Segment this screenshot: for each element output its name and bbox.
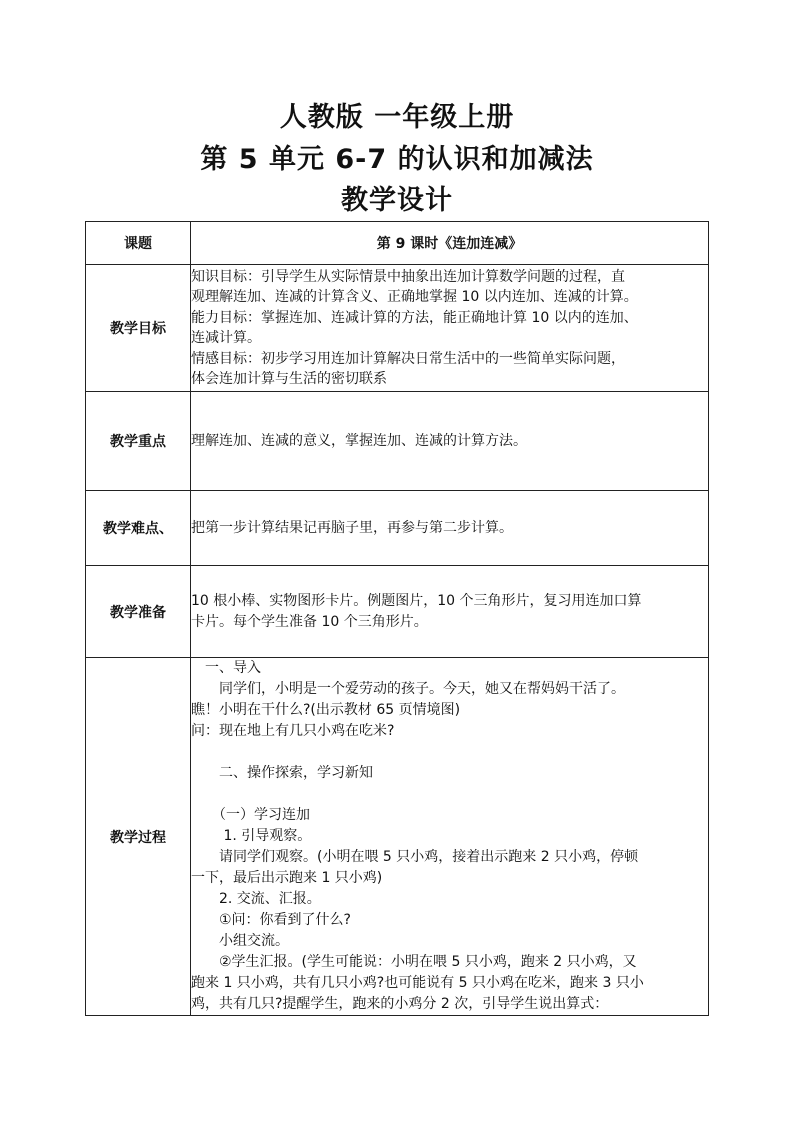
process-line: 小组交流。 — [191, 933, 289, 949]
doc-title-line-3: 教学设计 — [341, 185, 453, 216]
preparation-line: 10 根小棒、实物图形卡片。例题图片，10 个三角形片，复习用连加口算 — [191, 593, 642, 609]
objectives-line: 知识目标：引导学生从实际情景中抽象出连加计算数学问题的过程，直 — [191, 268, 625, 285]
objectives-line: 观理解连加、连减的计算含义、正确地掌握 10 以内连加、连减的计算。 — [191, 289, 638, 305]
keypoints-label: 教学重点 — [86, 392, 191, 491]
row-process — [86, 658, 709, 1016]
row-difficulties — [86, 491, 709, 566]
topic-value: 第 9 课时《连加连减》 — [191, 222, 709, 265]
objectives-line: 连减计算。 — [191, 330, 261, 346]
process-line: 一、导入 — [191, 660, 261, 676]
process-line: 问：现在地上有几只小鸡在吃米? — [191, 723, 395, 739]
process-line: 二、操作探索，学习新知 — [191, 765, 373, 781]
objectives-line: 能力目标：掌握连加、连减计算的方法，能正确地计算 10 以内的连加、 — [191, 309, 638, 326]
objectives-label: 教学目标 — [86, 265, 191, 392]
lesson-plan-table — [85, 221, 709, 1016]
doc-title-line-2: 第 5 单元 6-7 的认识和加减法 — [200, 144, 594, 175]
preparation-label: 教学准备 — [86, 566, 191, 658]
preparation-line: 卡片。每个学生准备 10 个三角形片。 — [191, 613, 428, 630]
row-keypoints — [86, 392, 709, 491]
process-line: 鸡，共有几只?提醒学生，跑来的小鸡分 2 次，引导学生说出算式： — [191, 996, 609, 1012]
process-line: ②学生汇报。(学生可能说：小明在喂 5 只小鸡，跑来 2 只小鸡，又 — [191, 954, 637, 970]
process-line: 一下，最后出示跑来 1 只小鸡) — [191, 870, 383, 886]
keypoints-text: 理解连加、连减的意义，掌握连加、连减的计算方法。 — [191, 392, 709, 491]
doc-title-line-1: 人教版 一年级上册 — [279, 102, 515, 133]
process-line: 1. 引导观察。 — [191, 828, 312, 844]
process-blank-line — [191, 784, 708, 805]
row-objectives — [86, 265, 709, 392]
row-preparation — [86, 566, 709, 658]
difficulties-label: 教学难点、 — [86, 491, 191, 566]
objectives-line: 体会连加计算与生活的密切联系 — [191, 371, 387, 387]
objectives-content — [191, 265, 709, 392]
process-line: （一）学习连加 — [191, 807, 310, 823]
process-line: 同学们，小明是一个爱劳动的孩子。今天，她又在帮妈妈干活了。 — [191, 681, 625, 697]
process-line: ①问：你看到了什么? — [191, 912, 351, 928]
process-line: 2. 交流、汇报。 — [191, 891, 321, 907]
preparation-content — [191, 566, 709, 658]
objectives-line: 情感目标：初步学习用连加计算解决日常生活中的一些简单实际问题， — [191, 350, 625, 367]
topic-label: 课题 — [86, 222, 191, 265]
difficulties-text: 把第一步计算结果记再脑子里，再参与第二步计算。 — [191, 491, 709, 566]
process-line: 瞧！小明在干什么?(出示教材 65 页情境图) — [191, 702, 461, 718]
process-blank-line — [191, 742, 708, 763]
process-line: 跑来 1 只小鸡，共有几只小鸡?也可能说有 5 只小鸡在吃米，跑来 3 只小 — [191, 975, 644, 991]
row-topic — [86, 222, 709, 265]
process-line: 请同学们观察。(小明在喂 5 只小鸡，接着出示跑来 2 只小鸡，停顿 — [191, 849, 639, 865]
process-content — [191, 658, 709, 1016]
process-label: 教学过程 — [86, 658, 191, 1016]
